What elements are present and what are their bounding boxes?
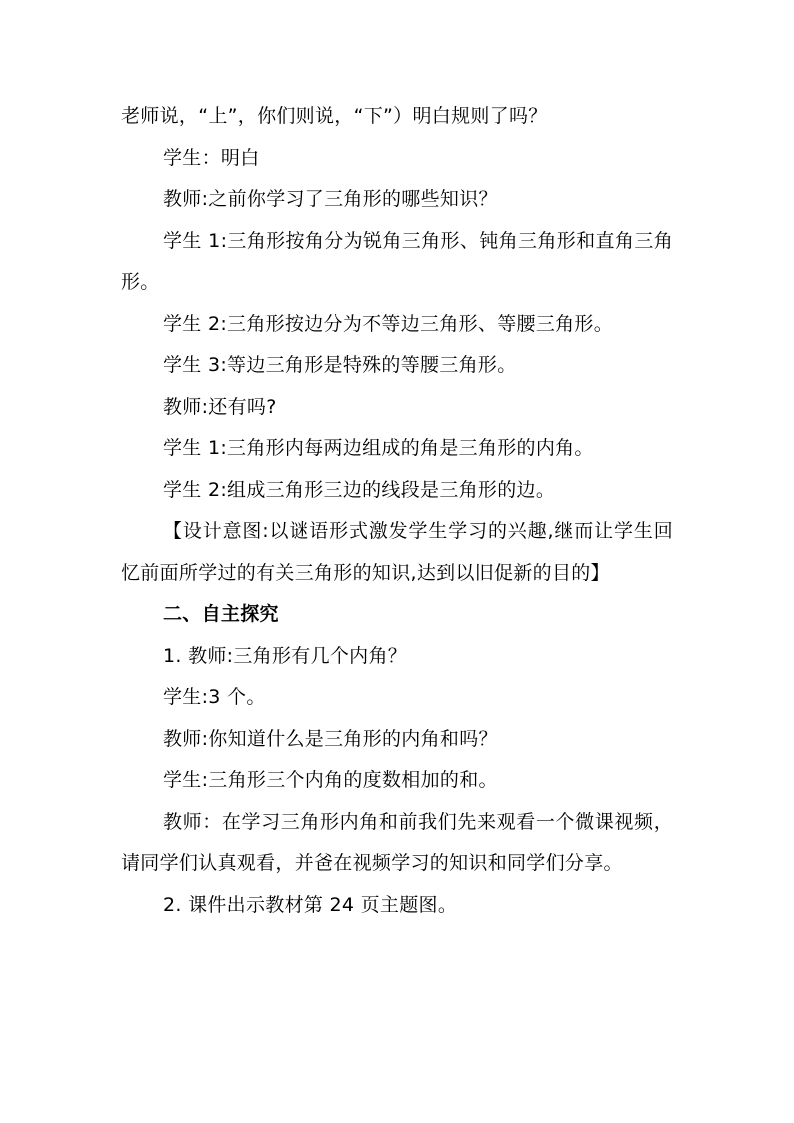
paragraph-teacher-angle-sum: 教师:你知道什么是三角形的内角和吗？ (163, 727, 498, 750)
paragraph-student-1-interior-angle: 学生 1:三角形内每两边组成的角是三角形的内角。 (163, 437, 594, 459)
paragraph-student-three: 学生:3 个。 (163, 686, 266, 708)
paragraph-student-angle-sum: 学生:三角形三个内角的度数相加的和。 (163, 769, 498, 791)
paragraph-teacher-video: 教师：在学习三角形内角和前我们先来观看一个微课视频，请同学们认真观看，并爸在视频学习的知识和同学们分享。 (121, 810, 673, 874)
paragraph-student-2-edges: 学生 2:组成三角形三边的线段是三角形的边。 (163, 478, 556, 501)
paragraph-step-2: 2. 课件出示教材第 24 页主题图。 (163, 893, 458, 916)
paragraph-design-intent: 【设计意图:以谜语形式激发学生学习的兴趣,继而让学生回忆前面所学过的有关三角形的知识,达到以旧促新的目的】 (121, 520, 673, 584)
paragraph-student-3-equilateral: 学生 3:等边三角形是特殊的等腰三角形。 (163, 354, 517, 376)
document-body (121, 96, 673, 926)
paragraph-student-2-sides: 学生 2:三角形按边分为不等边三角形、等腰三角形。 (163, 312, 614, 335)
paragraph-teacher-question: 教师:之前你学习了三角形的哪些知识？ (163, 188, 498, 210)
paragraph-student-answer: 学生：明白 (163, 146, 260, 169)
paragraph-teacher-more: 教师:还有吗? (163, 395, 277, 418)
paragraph-continuation: 老师说，“上”，你们则说，“下”）明白规则了吗？ (121, 105, 548, 127)
paragraph-student-1-angles: 学生 1:三角形按角分为锐角三角形、钝角三角形和直角三角形。 (121, 229, 673, 293)
section-heading-self-exploration: 二、自主探究 (163, 603, 279, 625)
paragraph-question-1: 1. 教师:三角形有几个内角？ (163, 644, 408, 667)
